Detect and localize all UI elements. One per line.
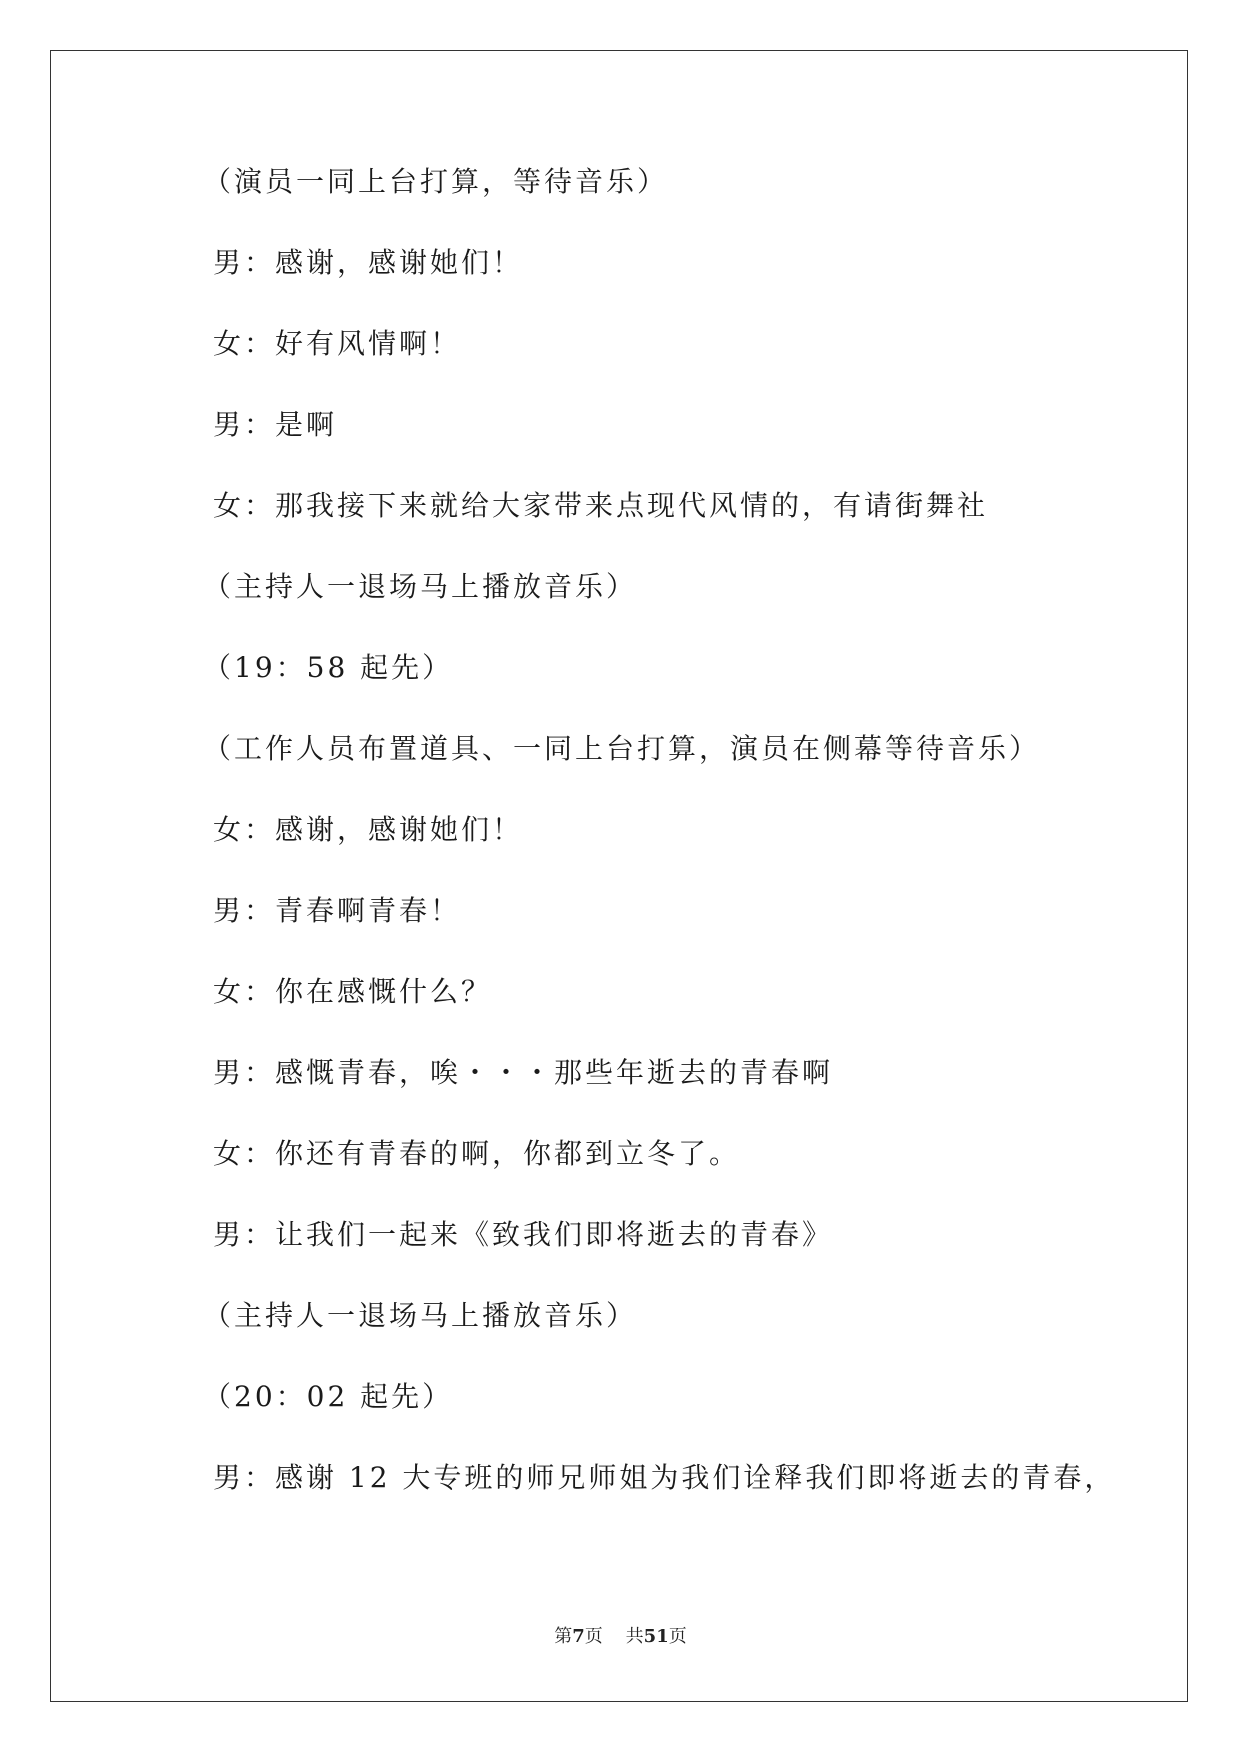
dialogue-line: 女：感谢，感谢她们！ bbox=[213, 813, 524, 846]
stage-direction: （工作人员布置道具、一同上台打算，演员在侧幕等待音乐） bbox=[203, 732, 1041, 765]
dialogue-line: 女：好有风情啊！ bbox=[213, 327, 462, 360]
total-pages-number: 51 bbox=[643, 1626, 669, 1647]
current-page-number: 7 bbox=[572, 1626, 585, 1647]
dialogue-line: 男：是啊 bbox=[213, 408, 338, 441]
footer-total-prefix: 共 bbox=[625, 1626, 644, 1647]
page-footer bbox=[0, 1622, 1241, 1648]
dialogue-line: 男：感谢，感谢她们！ bbox=[213, 246, 524, 279]
footer-prefix: 第 bbox=[554, 1626, 573, 1647]
dialogue-line: 男：感慨青春，唉・・・那些年逝去的青春啊 bbox=[213, 1056, 834, 1089]
dialogue-line: 女：你在感慨什么？ bbox=[213, 975, 493, 1008]
dialogue-line: 女：你还有青春的啊，你都到立冬了。 bbox=[213, 1137, 741, 1170]
stage-direction: （19：58 起先） bbox=[203, 651, 454, 684]
footer-total-word: 页 bbox=[668, 1626, 687, 1647]
footer-page-word: 页 bbox=[584, 1626, 603, 1647]
dialogue-line: 女：那我接下来就给大家带来点现代风情的，有请街舞社 bbox=[213, 489, 989, 522]
dialogue-line: 男：青春啊青春！ bbox=[213, 894, 462, 927]
document-body bbox=[203, 165, 1116, 1542]
stage-direction: （20：02 起先） bbox=[203, 1380, 454, 1413]
stage-direction: （主持人一退场马上播放音乐） bbox=[203, 570, 638, 603]
dialogue-line: 男：让我们一起来《致我们即将逝去的青春》 bbox=[213, 1218, 834, 1251]
stage-direction: （主持人一退场马上播放音乐） bbox=[203, 1299, 638, 1332]
dialogue-line: 男：感谢 12 大专班的师兄师姐为我们诠释我们即将逝去的青春， bbox=[213, 1461, 1116, 1494]
stage-direction: （演员一同上台打算，等待音乐） bbox=[203, 165, 669, 198]
